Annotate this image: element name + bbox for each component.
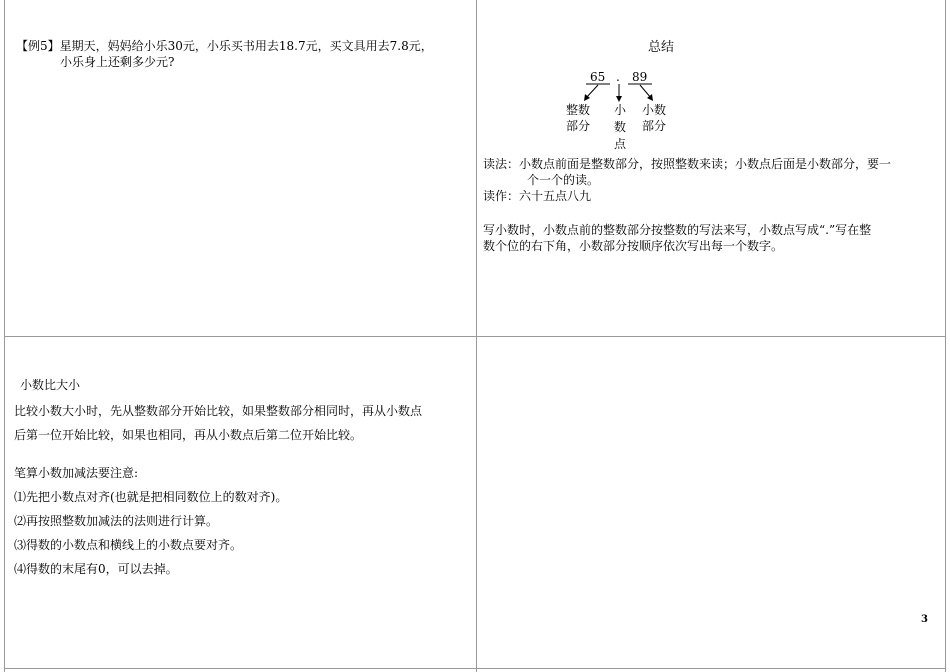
label-decimal-point-1: 小 (614, 103, 627, 117)
decimal-structure-diagram (558, 64, 688, 156)
note-item-4: ⑷得数的末尾有0，可以去掉。 (14, 562, 178, 576)
compare-rule-line-1: 比较小数大小时，先从整数部分开始比较，如果整数部分相同时，再从小数点 (14, 404, 423, 418)
decimal-point-text: . (616, 70, 620, 84)
note-item-2: ⑵再按照整数加减法的法则进行计算。 (14, 514, 219, 528)
label-integer-part-1: 整数 (566, 103, 591, 117)
label-decimal-part-2: 部分 (642, 119, 667, 133)
note-item-3: ⑶得数的小数点和横线上的小数点要对齐。 (14, 538, 243, 552)
page-number: 3 (921, 614, 928, 625)
writing-rule (483, 222, 871, 254)
decimal-digits-text: 89 (632, 70, 648, 84)
label-integer-part-2: 部分 (566, 119, 591, 133)
compare-title: 小数比大小 (20, 378, 81, 392)
label-decimal-point-2: 数 (614, 120, 627, 134)
bottom-border (4, 668, 946, 669)
compare-rule (14, 399, 422, 447)
example-problem (16, 38, 466, 70)
summary-title: 总结 (648, 40, 675, 55)
integer-digits-text: 65 (590, 70, 606, 84)
reading-method-line-2: 个一个的读。 (527, 173, 600, 187)
diagram-arrows (558, 64, 688, 156)
compare-rule-line-2: 后第一位开始比较，如果也相同，再从小数点后第二位开始比较。 (14, 428, 363, 442)
writing-line-2: 数个位的右下角，小数部分按顺序依次写出每一个数字。 (483, 239, 784, 253)
example-line-2: 小乐身上还剩多少元? (60, 55, 175, 69)
notes-title: 笔算小数加减法要注意: (14, 466, 139, 480)
note-item-1: ⑴先把小数点对齐(也就是把相同数位上的数对齐)。 (14, 490, 288, 504)
arrow-decimal-line (640, 85, 651, 98)
label-decimal-point-3: 点 (614, 137, 627, 151)
example-line-1: 【例5】星期天，妈妈给小乐30元，小乐买书用去18.7元，买文具用去7.8元， (16, 39, 433, 53)
arrow-point-head (616, 96, 622, 102)
writing-line-1: 写小数时，小数点前的整数部分按整数的写法来写，小数点写成“.”写在整 (483, 223, 872, 237)
horizontal-divider (4, 336, 946, 337)
arrow-integer-line (586, 85, 598, 98)
reading-method (483, 156, 891, 188)
reading-result: 读作：六十五点八九 (483, 189, 592, 203)
label-decimal-part-1: 小数 (642, 103, 667, 117)
reading-method-line-1: 读法：小数点前面是整数部分，按照整数来读；小数点后面是小数部分，要一 (483, 157, 892, 171)
